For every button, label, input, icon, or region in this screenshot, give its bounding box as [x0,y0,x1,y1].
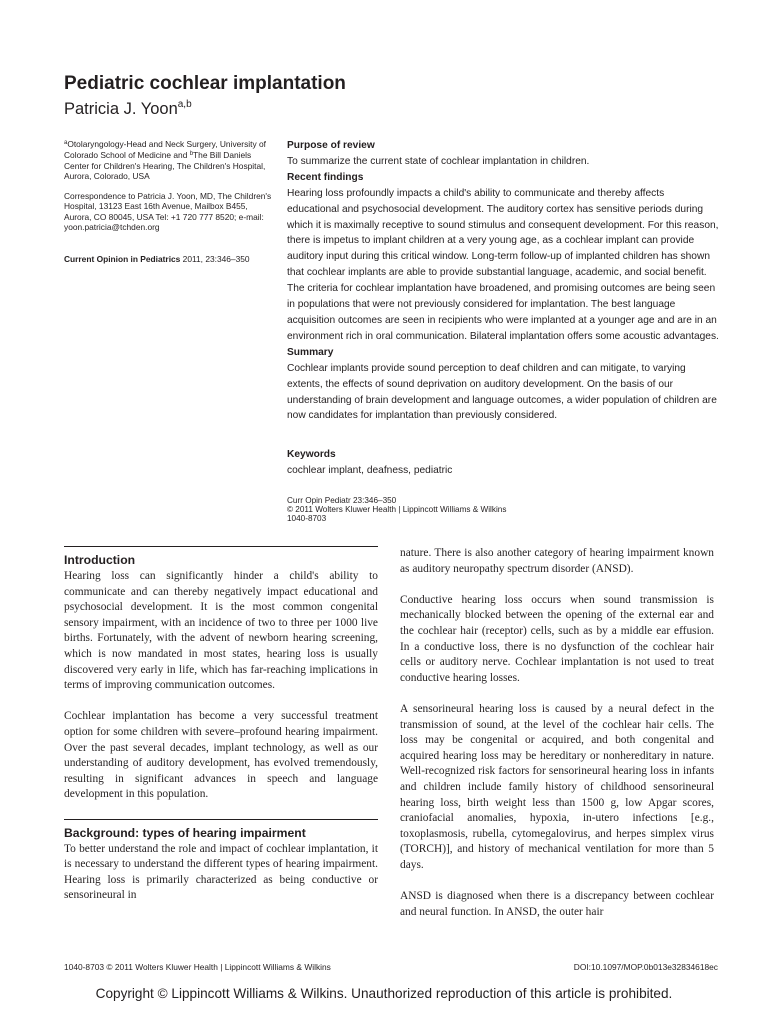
footer-doi: DOI:10.1097/MOP.0b013e32834618ec [573,962,718,972]
citation-issn: 1040-8703 [287,513,327,523]
right-paragraph-4: ANSD is diagnosed when there is a discrepancy between cochlear and neural function. In ANSD, the outer hair [400,890,714,918]
keywords-text: cochlear implant, deafness, pediatric [287,465,453,476]
abstract [287,138,719,424]
findings-heading: Recent findings [287,171,364,183]
affiliation-mark-b: b [189,151,194,158]
purpose-text: To summarize the current state of cochlear implantation in children. [287,155,590,167]
intro-paragraph-1: Hearing loss can significantly hinder a child's ability to communicate and can thereby negatively impact educational and psychosocial development. It is the most common congenital sensory impairment, with an incidence of two to three per 1000 live births. Fortunately, with the advent of newborn hearing screening, which is now mandated in most states, hearing loss is usually discovered very early in life, which has far-reaching implications in terms of improving communication outcomes. [64,570,378,692]
article-title: Pediatric cochlear implantation [64,73,346,94]
affiliation-mark-a: a [64,140,68,146]
summary-heading: Summary [287,346,334,358]
journal-volume: 2011, 23:346–350 [180,254,250,264]
purpose-heading: Purpose of review [287,140,375,151]
background-heading: Background: types of hearing impairment [64,819,378,841]
keywords-heading: Keywords [287,449,336,460]
journal-reference [64,254,294,264]
author-line [64,95,192,119]
findings-text: Hearing loss profoundly impacts a child's ability to communicate and thereby affects educational and psychosocial development. The auditory cortex has sensitive periods during which it is maximally receptive to sound stimulus and consequent development. For this reason, there is impetus to implant children at a very young age, as a cochlear implant can provide auditory input during this critical window. Long-term follow-up of implanted children has shown that cochlear implants are able to provide substantial language, academic, and social benefit. The criteria for cochlear implantation have broadened, and promising outcomes are being seen in populations that were not previously considered for implantation. The best language acquisition outcomes are seen in recipients who were implanted at a younger age and are in an environment rich in oral communication. Bilateral implantation offers some acoustic advantages. [287,187,719,342]
right-column [400,546,714,936]
background-paragraph-1: To better understand the role and impact of cochlear implantation, it is necessary to understand the different types of hearing impairment. Hearing loss is primarily characterized as being conductive or sensorineural in [64,842,378,902]
intro-paragraph-2: Cochlear implantation has become a very successful treatment option for some children with severe–profound hearing impairment. Over the past several decades, implant technology, as well as our understanding of auditory development, has evolved tremendously, resulting in significant advances in speech and language development in this population. [64,710,378,801]
copyright-notice: Copyright © Lippincott Williams & Wilkins. Unauthorized reproduction of this article is prohibited. [95,986,673,1001]
left-column [64,546,378,919]
introduction-heading: Introduction [64,546,378,568]
correspondence: Correspondence to Patricia J. Yoon, MD, The Children's Hospital, 13123 East 16th Avenue, Mailbox B455, Aurora, CO 80045, USA Tel: +1 720 777 8520; e-mail: yoon.patricia@tchden.org [64,191,272,233]
footer-copyright: 1040-8703 © 2011 Wolters Kluwer Health | Lippincott Williams & Wilkins [64,962,331,972]
right-paragraph-2: Conductive hearing loss occurs when sound transmission is mechanically blocked between the opening of the external ear and the cochlear hair (receptor) cells, such as by a middle ear effusion. In a conductive loss, there is no dysfunction of the cochlear hair cells or auditory nerve. Cochlear implantation is not used to treat conductive hearing losses. [400,593,714,684]
citation-line: Curr Opin Pediatr 23:346–350 [287,496,397,505]
affiliation-a-text: Otolaryngology-Head and Neck Surgery, University of Colorado School of Medicine and [64,139,266,161]
affiliation-b-text: The Bill Daniels Center for Children's Hearing, The Children's Hospital, Aurora, Colorado, USA [64,150,266,182]
citation-copyright: © 2011 Wolters Kluwer Health | Lippincott Williams & Wilkins [287,504,507,514]
affiliations [64,138,276,182]
author-affiliation-marks: a,b [177,99,192,110]
citation-block [287,497,587,523]
author-name: Patricia J. Yoon [64,100,178,118]
right-paragraph-1: nature. There is also another category of hearing impairment known as auditory neuropathy spectrum disorder (ANSD). [400,547,714,575]
journal-name: Current Opinion in Pediatrics [64,254,181,264]
right-paragraph-3: A sensorineural hearing loss is caused by a neural defect in the transmission of sound, at the level of the cochlear hair cells. The loss may be congenital or acquired, and both congenital and acquired hearing loss may be hereditary or nonhereditary in nature. Well-recognized risk factors for sensorineural hearing loss in infants and children include family history of childhood sensorineural hearing loss, birth weight less than 1500 g, low Apgar scores, craniofacial anomalies, hypoxia, in-utero infections [e.g., toxoplasmosis, rubella, cytomegalovirus, and herpes simplex virus (TORCH)], and history of mechanical ventilation for more than 5 days. [400,702,714,871]
summary-text: Cochlear implants provide sound perception to deaf children and can mitigate, to varying extents, the effects of sound deprivation on auditory development. On the basis of our understanding of brain development and language outcomes, a wider population of children are now candidates for implantation than previously considered. [287,362,717,422]
